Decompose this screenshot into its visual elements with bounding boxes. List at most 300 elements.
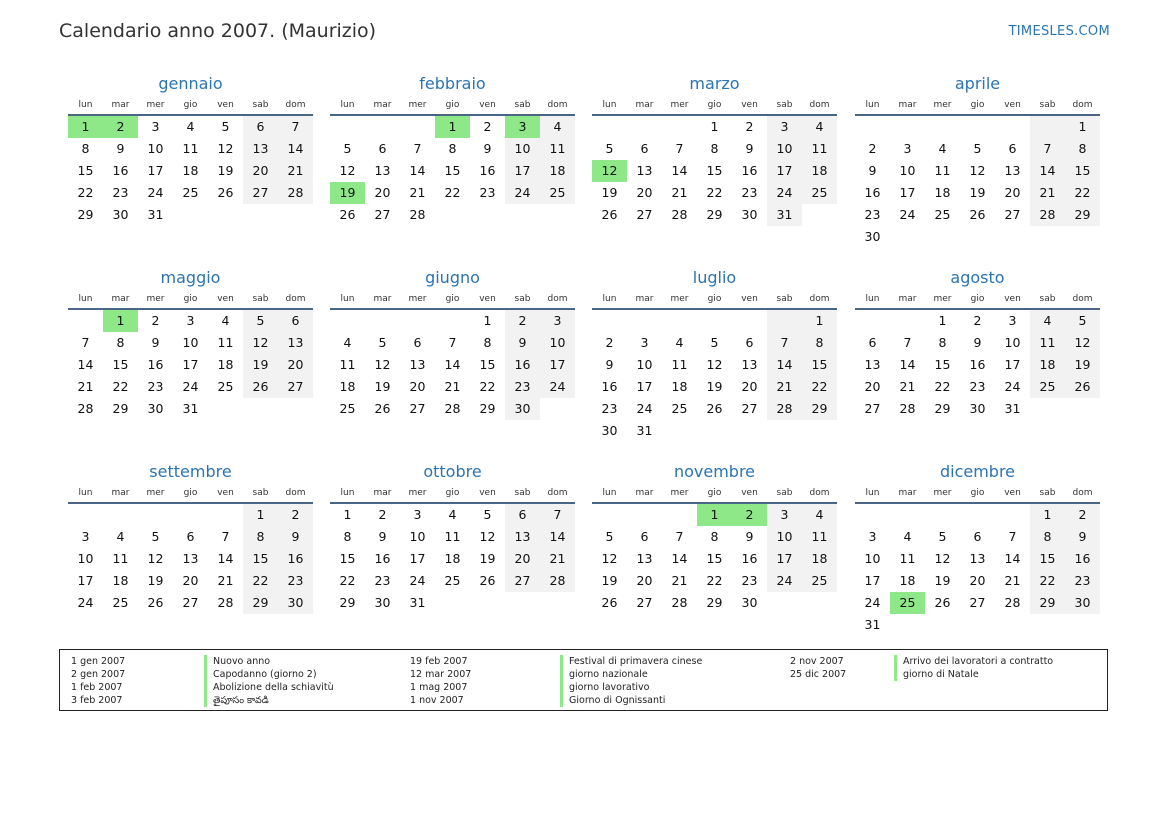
day: 26 (934, 595, 951, 610)
weekday-label: sab (776, 488, 793, 498)
week-row (592, 504, 837, 526)
day: 3 (903, 141, 912, 156)
empty-day (1065, 398, 1100, 420)
weekday-label: mar (373, 294, 392, 304)
month-settembre (68, 460, 313, 614)
day: 24 (540, 376, 575, 398)
day: 4 (675, 335, 684, 350)
day: 24 (767, 182, 802, 204)
day: 28 (409, 207, 426, 222)
day: 16 (741, 551, 758, 566)
day: 22 (706, 573, 723, 588)
empty-day (208, 204, 243, 226)
weekday-label: gio (183, 100, 198, 110)
day: 12 (147, 551, 164, 566)
week-row (330, 398, 575, 420)
weekday-label: lun (602, 294, 617, 304)
day: 3 (767, 116, 802, 138)
day: 30 (1065, 592, 1100, 614)
month-name: dicembre (939, 462, 1016, 481)
weekday-label: dom (285, 294, 306, 304)
day: 15 (444, 163, 461, 178)
day: 4 (448, 507, 457, 522)
empty-day (925, 614, 960, 636)
day: 16 (278, 548, 313, 570)
day: 4 (116, 529, 125, 544)
day: 15 (934, 357, 951, 372)
weekday-label: gio (970, 294, 985, 304)
day: 13 (864, 357, 881, 372)
weekday-label: mar (898, 488, 917, 498)
weekday-label: lun (78, 100, 93, 110)
weekday-label: sab (514, 100, 531, 110)
day: 27 (278, 376, 313, 398)
day: 11 (802, 138, 837, 160)
day: 7 (413, 141, 422, 156)
day: 5 (221, 119, 230, 134)
day: 19 (374, 379, 391, 394)
day: 30 (969, 401, 986, 416)
day: 10 (1004, 335, 1021, 350)
day: 27 (864, 401, 881, 416)
empty-day (1065, 614, 1100, 636)
weekday-label: dom (285, 488, 306, 498)
week-row (68, 398, 313, 420)
week-row (592, 310, 837, 332)
month-ottobre (330, 460, 575, 614)
day: 28 (899, 401, 916, 416)
empty-day (925, 116, 960, 138)
empty-day (435, 592, 470, 614)
day: 23 (601, 401, 618, 416)
day: 11 (444, 529, 461, 544)
weekday-label: dom (809, 488, 830, 498)
day: 20 (864, 379, 881, 394)
day: 18 (339, 379, 356, 394)
day: 22 (1065, 182, 1100, 204)
day: 26 (1065, 376, 1100, 398)
weekday-header (855, 96, 1100, 116)
week-row (592, 548, 837, 570)
day: 26 (339, 207, 356, 222)
week-row (330, 354, 575, 376)
day: 13 (505, 526, 540, 548)
day: 14 (671, 163, 688, 178)
day: 24 (409, 573, 426, 588)
weekday-header (68, 484, 313, 504)
day: 9 (745, 529, 754, 544)
empty-day (505, 592, 540, 614)
legend-date: 19 feb 2007 (410, 656, 468, 667)
day: 10 (767, 526, 802, 548)
empty-day (365, 310, 400, 332)
day: 10 (182, 335, 199, 350)
weekday-header (592, 484, 837, 504)
day: 24 (77, 595, 94, 610)
week-row (855, 504, 1100, 526)
day: 25 (934, 207, 951, 222)
day: 9 (1065, 526, 1100, 548)
empty-day (767, 592, 802, 614)
day: 10 (864, 551, 881, 566)
day: 4 (802, 504, 837, 526)
weekday-label: lun (78, 294, 93, 304)
day: 6 (640, 529, 649, 544)
week-row (592, 592, 837, 614)
day: 29 (339, 595, 356, 610)
week-row (68, 160, 313, 182)
day: 10 (77, 551, 94, 566)
day: 22 (444, 185, 461, 200)
week-row (855, 226, 1100, 248)
day: 28 (671, 207, 688, 222)
day: 12 (479, 529, 496, 544)
day: 9 (116, 141, 125, 156)
day: 27 (1004, 207, 1021, 222)
empty-day (173, 504, 208, 526)
empty-day (995, 504, 1030, 526)
day: 4 (186, 119, 195, 134)
week-row (330, 526, 575, 548)
day: 13 (636, 163, 653, 178)
week-row (592, 376, 837, 398)
day: 20 (1004, 185, 1021, 200)
day: 20 (636, 573, 653, 588)
day: 1 (243, 504, 278, 526)
empty-day (627, 116, 662, 138)
weekday-label: ven (217, 294, 234, 304)
day: 18 (444, 551, 461, 566)
day: 27 (409, 401, 426, 416)
weekday-label: gio (970, 100, 985, 110)
day: 3 (81, 529, 90, 544)
day: 29 (1065, 204, 1100, 226)
day: 2 (745, 119, 754, 134)
day: 4 (802, 116, 837, 138)
weekday-label: lun (340, 488, 355, 498)
day: 12 (339, 163, 356, 178)
week-row (330, 310, 575, 332)
day: 21 (767, 376, 802, 398)
empty-day (855, 504, 890, 526)
empty-day (732, 310, 767, 332)
empty-day (662, 310, 697, 332)
legend-date: 1 nov 2007 (410, 695, 464, 706)
day: 31 (409, 595, 426, 610)
day: 12 (969, 163, 986, 178)
brand-link[interactable]: TIMESLES.COM (1008, 24, 1110, 39)
day: 18 (1030, 354, 1065, 376)
holiday-day: 25 (890, 592, 925, 614)
weekday-label: mar (635, 294, 654, 304)
holiday-day: 1 (435, 116, 470, 138)
day: 18 (112, 573, 129, 588)
day: 9 (745, 141, 754, 156)
weekday-label: mer (933, 294, 952, 304)
day: 15 (706, 551, 723, 566)
day: 30 (374, 595, 391, 610)
day: 5 (483, 507, 492, 522)
weekday-label: gio (707, 294, 722, 304)
weekday-label: sab (776, 294, 793, 304)
day: 3 (413, 507, 422, 522)
holiday-day: 3 (505, 116, 540, 138)
day: 25 (112, 595, 129, 610)
month-name: maggio (160, 268, 221, 287)
empty-day (278, 398, 313, 420)
weekday-label: gio (970, 488, 985, 498)
empty-day (435, 310, 470, 332)
day: 9 (278, 526, 313, 548)
empty-day (925, 226, 960, 248)
holiday-day: 2 (103, 116, 138, 138)
day: 22 (243, 570, 278, 592)
day: 5 (151, 529, 160, 544)
day: 30 (864, 229, 881, 244)
day: 31 (1004, 401, 1021, 416)
weekday-label: gio (183, 294, 198, 304)
day: 14 (217, 551, 234, 566)
weekday-label: dom (809, 100, 830, 110)
day: 5 (1065, 310, 1100, 332)
day: 15 (243, 548, 278, 570)
legend-date: 2 gen 2007 (71, 669, 126, 680)
day: 23 (479, 185, 496, 200)
day: 25 (671, 401, 688, 416)
weekday-header (330, 484, 575, 504)
legend-holiday-name: giorno lavorativo (560, 681, 702, 694)
day: 21 (899, 379, 916, 394)
day: 22 (77, 185, 94, 200)
day: 10 (899, 163, 916, 178)
weekday-label: mar (111, 100, 130, 110)
day: 6 (973, 529, 982, 544)
day: 19 (147, 573, 164, 588)
day: 6 (745, 335, 754, 350)
day: 4 (221, 313, 230, 328)
day: 16 (479, 163, 496, 178)
day: 4 (903, 529, 912, 544)
day: 4 (938, 141, 947, 156)
day: 13 (741, 357, 758, 372)
empty-day (697, 420, 732, 442)
day: 29 (479, 401, 496, 416)
day: 6 (243, 116, 278, 138)
day: 19 (601, 573, 618, 588)
empty-day (1030, 614, 1065, 636)
week-row (855, 592, 1100, 614)
day: 21 (217, 573, 234, 588)
day: 29 (243, 592, 278, 614)
empty-day (767, 420, 802, 442)
day: 24 (1004, 379, 1021, 394)
day: 26 (479, 573, 496, 588)
week-row (68, 548, 313, 570)
day: 20 (505, 548, 540, 570)
day: 25 (182, 185, 199, 200)
weekday-label: lun (340, 100, 355, 110)
month-gennaio (68, 72, 313, 226)
empty-day (662, 504, 697, 526)
day: 5 (605, 141, 614, 156)
month-febbraio (330, 72, 575, 226)
day: 6 (505, 504, 540, 526)
legend-holiday-name: Abolizione della schiavitù (204, 681, 334, 694)
weekday-label: lun (602, 488, 617, 498)
day: 11 (671, 357, 688, 372)
legend-date: 1 feb 2007 (71, 682, 123, 693)
month-maggio (68, 266, 313, 420)
weekday-label: dom (1072, 488, 1093, 498)
day: 30 (505, 398, 540, 420)
day: 2 (378, 507, 387, 522)
day: 18 (899, 573, 916, 588)
day: 13 (243, 138, 278, 160)
week-row (855, 548, 1100, 570)
empty-day (1030, 116, 1065, 138)
day: 30 (741, 207, 758, 222)
weekday-label: mar (635, 100, 654, 110)
day: 18 (540, 160, 575, 182)
legend-date: 2 nov 2007 (790, 656, 844, 667)
week-row (592, 420, 837, 442)
day: 27 (969, 595, 986, 610)
day: 15 (1065, 160, 1100, 182)
day: 30 (112, 207, 129, 222)
day: 28 (217, 595, 234, 610)
weekday-label: sab (252, 100, 269, 110)
day: 9 (973, 335, 982, 350)
day: 12 (374, 357, 391, 372)
day: 26 (147, 595, 164, 610)
day: 2 (483, 119, 492, 134)
day: 5 (343, 141, 352, 156)
legend-date: 25 dic 2007 (790, 669, 847, 680)
day: 20 (741, 379, 758, 394)
empty-day (400, 116, 435, 138)
weekday-label: mer (146, 488, 165, 498)
day: 23 (969, 379, 986, 394)
legend-date: 12 mar 2007 (410, 669, 472, 680)
day: 19 (217, 163, 234, 178)
day: 1 (1065, 116, 1100, 138)
day: 23 (278, 570, 313, 592)
day: 20 (969, 573, 986, 588)
day: 10 (767, 138, 802, 160)
day: 10 (409, 529, 426, 544)
day: 15 (1030, 548, 1065, 570)
day: 8 (802, 332, 837, 354)
month-name: settembre (149, 462, 232, 481)
day: 19 (1065, 354, 1100, 376)
day: 12 (217, 141, 234, 156)
day: 19 (243, 354, 278, 376)
weekday-label: ven (479, 294, 496, 304)
day: 23 (112, 185, 129, 200)
week-row (330, 160, 575, 182)
week-row (68, 376, 313, 398)
week-row (330, 332, 575, 354)
day: 16 (864, 185, 881, 200)
day: 8 (710, 529, 719, 544)
day: 22 (112, 379, 129, 394)
day: 16 (969, 357, 986, 372)
weekday-label: lun (602, 100, 617, 110)
day: 24 (147, 185, 164, 200)
weekday-label: sab (1039, 488, 1056, 498)
holiday-day: 2 (732, 504, 767, 526)
day: 29 (934, 401, 951, 416)
day: 7 (675, 141, 684, 156)
day: 22 (934, 379, 951, 394)
day: 28 (77, 401, 94, 416)
holiday-day: 1 (103, 310, 138, 332)
week-row (68, 354, 313, 376)
empty-day (243, 398, 278, 420)
day: 26 (601, 595, 618, 610)
day: 25 (802, 182, 837, 204)
day: 4 (343, 335, 352, 350)
month-name: febbraio (419, 74, 486, 93)
weekday-label: gio (445, 100, 460, 110)
day: 28 (671, 595, 688, 610)
day: 15 (77, 163, 94, 178)
day: 14 (767, 354, 802, 376)
week-row (592, 160, 837, 182)
weekday-header (855, 290, 1100, 310)
week-row (330, 116, 575, 138)
day: 15 (802, 354, 837, 376)
day: 1 (938, 313, 947, 328)
day: 10 (147, 141, 164, 156)
week-row (68, 526, 313, 548)
day: 3 (540, 310, 575, 332)
day: 28 (278, 182, 313, 204)
weekday-label: mar (373, 100, 392, 110)
week-row (330, 182, 575, 204)
legend-name-column (560, 655, 702, 707)
day: 30 (147, 401, 164, 416)
day: 24 (767, 570, 802, 592)
week-row (592, 570, 837, 592)
day: 8 (1030, 526, 1065, 548)
empty-day (855, 116, 890, 138)
day: 29 (1030, 592, 1065, 614)
day: 3 (1008, 313, 1017, 328)
day: 8 (710, 141, 719, 156)
weekday-label: sab (252, 294, 269, 304)
day: 14 (540, 526, 575, 548)
week-row (68, 116, 313, 138)
empty-day (592, 310, 627, 332)
day: 27 (636, 595, 653, 610)
week-row (68, 182, 313, 204)
empty-day (243, 204, 278, 226)
day: 27 (182, 595, 199, 610)
day: 11 (339, 357, 356, 372)
weekday-label: lun (340, 294, 355, 304)
weekday-label: sab (514, 294, 531, 304)
page-title: Calendario anno 2007. (Maurizio) (59, 20, 377, 42)
day: 20 (182, 573, 199, 588)
day: 14 (409, 163, 426, 178)
day: 8 (483, 335, 492, 350)
month-aprile (855, 72, 1100, 248)
week-row (68, 138, 313, 160)
day: 7 (448, 335, 457, 350)
month-name: agosto (950, 268, 1005, 287)
weekday-label: gio (445, 488, 460, 498)
